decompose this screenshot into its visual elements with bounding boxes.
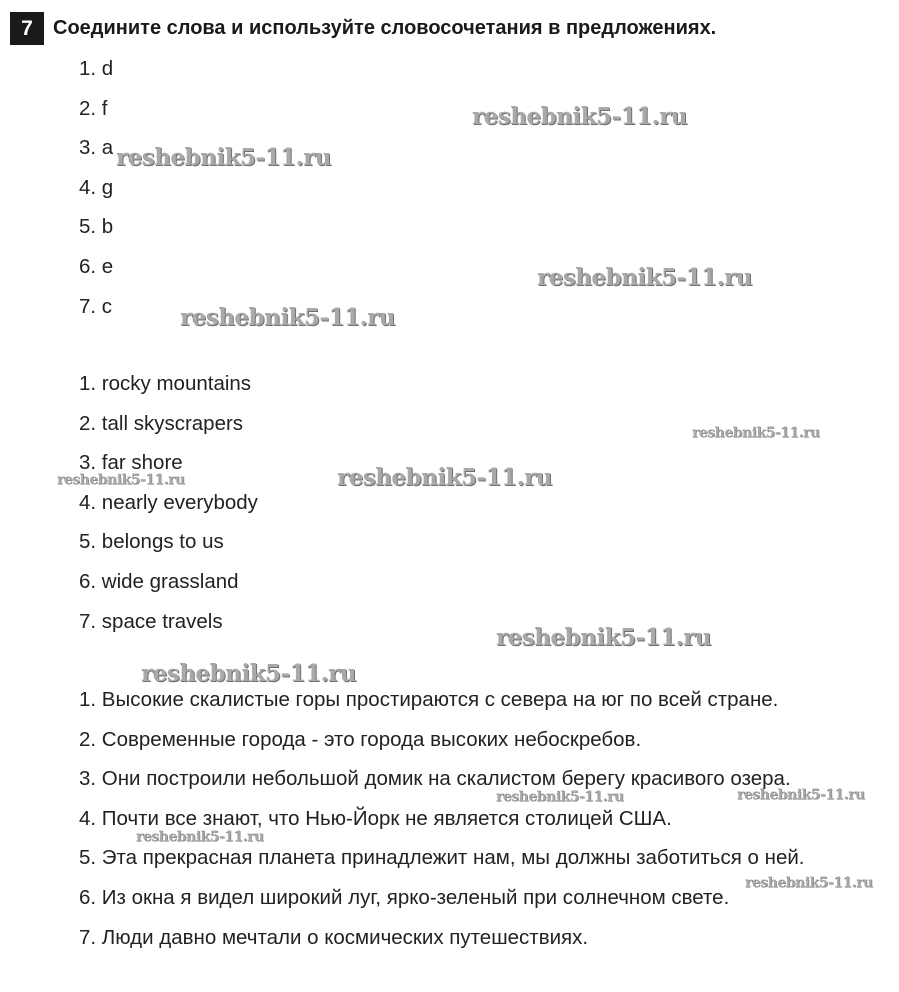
list-item: 2. Современные города - это города высоких небоскребов. [79, 727, 642, 751]
list-item: 5. Эта прекрасная планета принадлежит нам, мы должны заботиться о ней. [79, 846, 805, 870]
watermark: reshebnik5-11.ru [57, 472, 185, 488]
task-header [10, 12, 716, 45]
watermark: reshebnik5-11.ru [496, 789, 624, 805]
watermark: reshebnik5-11.ru [180, 304, 395, 331]
watermark: reshebnik5-11.ru [337, 464, 552, 491]
list-item: 3. far shore [79, 451, 183, 475]
list-item: 7. Люди давно мечтали о космических путешествиях. [79, 925, 589, 949]
watermark: reshebnik5-11.ru [745, 875, 873, 891]
list-item: 6. wide grassland [79, 569, 239, 593]
list-item: 5. b [79, 215, 114, 239]
list-item: 3. Они построили небольшой домик на скалистом берегу красивого озера. [79, 767, 791, 791]
list-item: 1. d [79, 57, 114, 80]
list-item: 7. space travels [79, 609, 223, 633]
answer-list-phrases [79, 374, 258, 651]
list-item: 4. nearly everybody [79, 490, 258, 514]
watermark: reshebnik5-11.ru [737, 787, 865, 803]
list-item: 4. g [79, 175, 114, 199]
watermark: reshebnik5-11.ru [692, 425, 820, 441]
watermark: reshebnik5-11.ru [537, 264, 752, 291]
list-item: 5. belongs to us [79, 530, 224, 554]
list-item: 1. rocky mountains [79, 372, 252, 395]
list-item: 2. tall skyscrapers [79, 411, 244, 435]
list-item: 2. f [79, 96, 108, 120]
list-item: 3. a [79, 136, 114, 160]
watermark: reshebnik5-11.ru [496, 624, 711, 651]
list-item: 6. Из окна я видел широкий луг, ярко-зеленый при солнечном свете. [79, 885, 730, 909]
watermark: reshebnik5-11.ru [472, 103, 687, 130]
task-number-badge: 7 [10, 12, 44, 45]
answer-list-letters [79, 59, 113, 336]
watermark: reshebnik5-11.ru [136, 829, 264, 845]
list-item: 4. Почти все знают, что Нью-Йорк не является столицей США. [79, 806, 672, 830]
task-title: Соедините слова и используйте словосочетания в предложениях. [53, 17, 717, 39]
watermark: reshebnik5-11.ru [116, 144, 331, 171]
list-item: 6. e [79, 254, 114, 278]
list-item: 7. c [79, 294, 113, 318]
list-item: 1. Высокие скалистые горы простираются с севера на юг по всей стране. [79, 688, 779, 711]
watermark: reshebnik5-11.ru [141, 660, 356, 687]
